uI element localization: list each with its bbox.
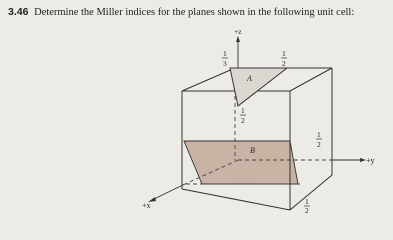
fraction-right-lower [304,197,310,215]
fraction-right-upper [316,130,322,149]
svg-text:2: 2 [305,206,309,215]
fraction-top-right [281,49,287,68]
plane-b-label: B [250,146,255,155]
x-axis-label: +x [142,201,151,210]
x-axis [152,184,185,200]
z-axis-label: +z [234,27,242,36]
svg-text:1: 1 [241,106,245,115]
svg-text:2: 2 [241,116,245,125]
svg-text:3: 3 [223,59,227,68]
svg-text:2: 2 [317,140,321,149]
svg-text:1: 1 [317,130,321,139]
plane-a [230,68,287,106]
problem-number: 3.46 [8,6,29,18]
y-axis-label: +y [366,156,375,165]
svg-text:2: 2 [282,59,286,68]
svg-text:1: 1 [305,197,309,206]
plane-b [184,141,298,184]
z-axis-arrow [236,36,240,42]
fraction-top-left [222,49,228,68]
plane-a-label: A [247,74,252,83]
svg-text:1: 1 [223,49,227,58]
problem-text: Determine the Miller indices for the planes shown in the following unit cell: [34,7,355,18]
svg-text:1: 1 [282,49,286,58]
fraction-mid-left [240,106,246,125]
